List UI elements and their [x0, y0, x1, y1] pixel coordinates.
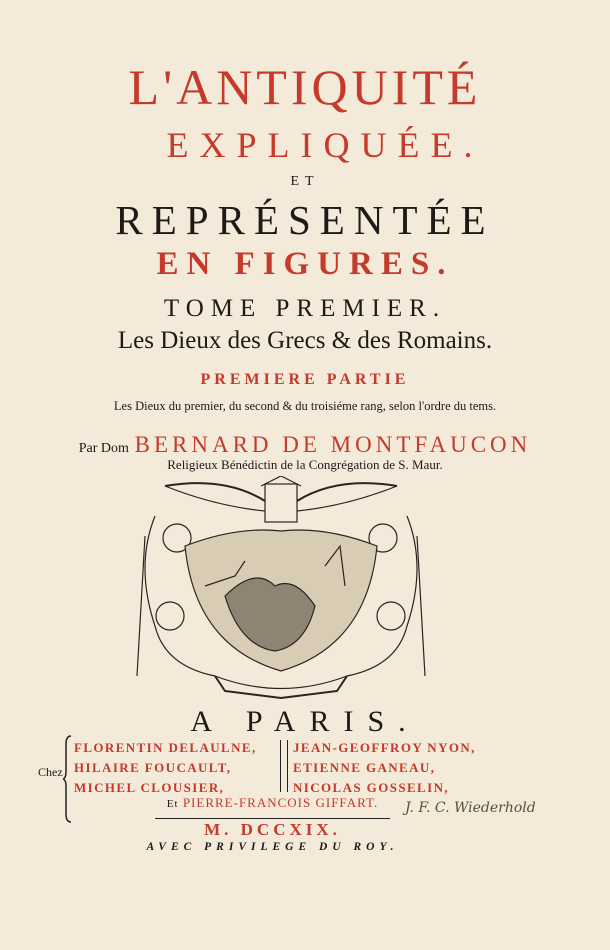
- divider-rule: [155, 818, 390, 819]
- author-line: [0, 432, 610, 458]
- last-publisher: PIERRE-FRANCOIS GIFFART.: [182, 795, 379, 810]
- author-prefix: Par Dom: [78, 441, 129, 456]
- title-line-2: EXPLIQUÉE.: [166, 125, 484, 165]
- subject-label: Les Dieux des Grecs & des Romains.: [117, 327, 493, 354]
- publishers-right: [293, 738, 476, 798]
- author-name: BERNARD DE MONTFAUCON: [134, 432, 532, 457]
- publisher: HILAIRE FOUCAULT,: [74, 760, 232, 775]
- author-affiliation: Religieux Bénédictin de la Congrégation de S. Maur.: [167, 457, 443, 472]
- publisher: FLORENTIN DELAULNE,: [74, 740, 257, 755]
- column-divider: [280, 740, 288, 792]
- title-line-1: L'ANTIQUITÉ: [128, 59, 482, 115]
- publisher: JEAN-GEOFFROY NYON,: [293, 740, 476, 755]
- publishers-left: [74, 738, 257, 798]
- city-label: A PARIS.: [190, 705, 420, 738]
- title-line-4: REPRÉSENTÉE: [115, 197, 495, 243]
- year-label: M. DCCXIX.: [204, 820, 341, 839]
- part-label: PREMIERE PARTIE: [200, 371, 410, 388]
- privilege-label: AVEC PRIVILEGE DU ROY.: [146, 841, 399, 853]
- publisher: NICOLAS GOSSELIN,: [293, 780, 450, 795]
- engraved-vignette: [125, 476, 437, 701]
- et-label: Et: [166, 798, 179, 810]
- volume-label: TOME PREMIER.: [163, 295, 447, 322]
- part-description: Les Dieux du premier, du second & du troisiéme rang, selon l'ordre du tems.: [113, 399, 497, 413]
- publisher: ETIENNE GANEAU,: [293, 760, 436, 775]
- handwritten-signature: J. F. C. Wiederhold: [405, 800, 536, 816]
- title-line-3: ET: [290, 174, 320, 189]
- chez-label: Chez: [38, 765, 63, 779]
- publisher: MICHEL CLOUSIER,: [74, 780, 225, 795]
- title-line-5: EN FIGURES.: [156, 246, 454, 282]
